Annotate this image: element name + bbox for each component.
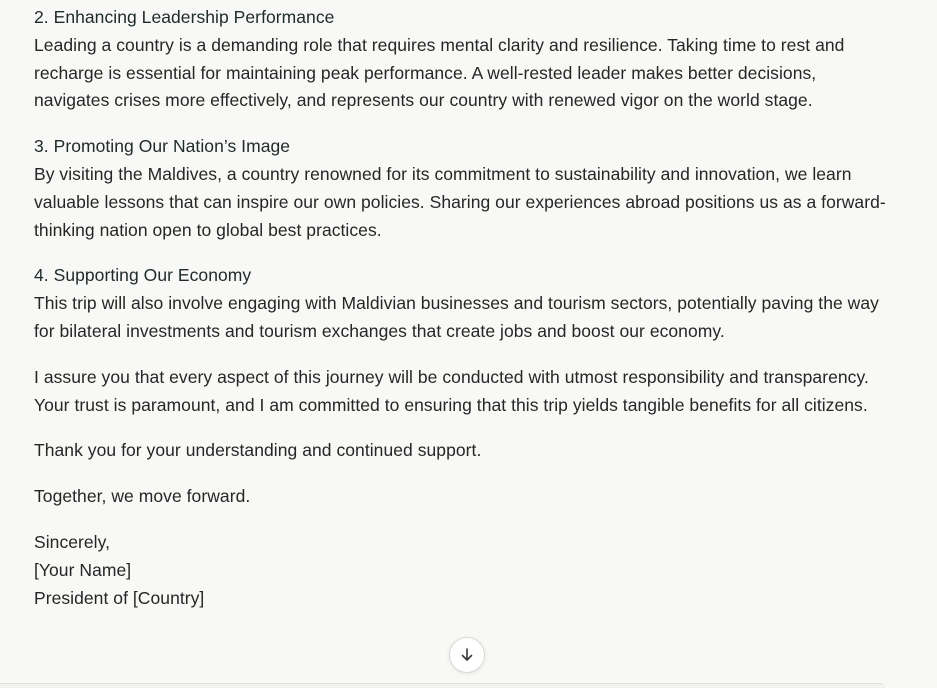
closing-line: Together, we move forward.: [34, 486, 251, 507]
signoff-title: President of [Country]: [34, 587, 205, 608]
scroll-to-bottom-button[interactable]: [449, 637, 485, 673]
section-body: Leading a country is a demanding role that requires mental clarity and resilience. Taking time to rest and recharge is essential for maintaining peak performance. A well-rested leader makes better decisions, navigates crises more effectively, and represents our country with renewed vigor on the world stage.: [34, 34, 845, 111]
section-heading: 3. Promoting Our Nation’s Image: [34, 136, 291, 157]
signoff-closing: Sincerely,: [34, 531, 111, 552]
arrow-down-icon: [459, 647, 475, 663]
signature-block: [34, 529, 894, 612]
signoff-name: [Your Name]: [34, 559, 132, 580]
section-image: [34, 133, 894, 244]
composer-top-edge: [0, 683, 885, 688]
section-heading: 4. Supporting Our Economy: [34, 265, 252, 286]
section-body: This trip will also involve engaging with Maldivian businesses and tourism sectors, potentially paving the way for bilateral investments and tourism exchanges that create jobs and boost our economy.: [34, 293, 879, 341]
section-leadership: [34, 4, 894, 115]
section-heading: 2. Enhancing Leadership Performance: [34, 7, 335, 27]
assurance-paragraph: I assure you that every aspect of this journey will be conducted with utmost responsibility and transparency. Your trust is paramount, and I am committed to ensuring that this trip yields tangible benefits for all citizens.: [34, 366, 869, 415]
thanks-paragraph: Thank you for your understanding and continued support.: [34, 440, 482, 461]
section-body: By visiting the Maldives, a country renowned for its commitment to sustainability and innovation, we learn valuable lessons that can inspire our own policies. Sharing our experiences abroad positions us as a forward-thinking nation open to global best practices.: [34, 163, 886, 240]
section-economy: [34, 262, 894, 345]
assistant-message: [34, 4, 894, 612]
